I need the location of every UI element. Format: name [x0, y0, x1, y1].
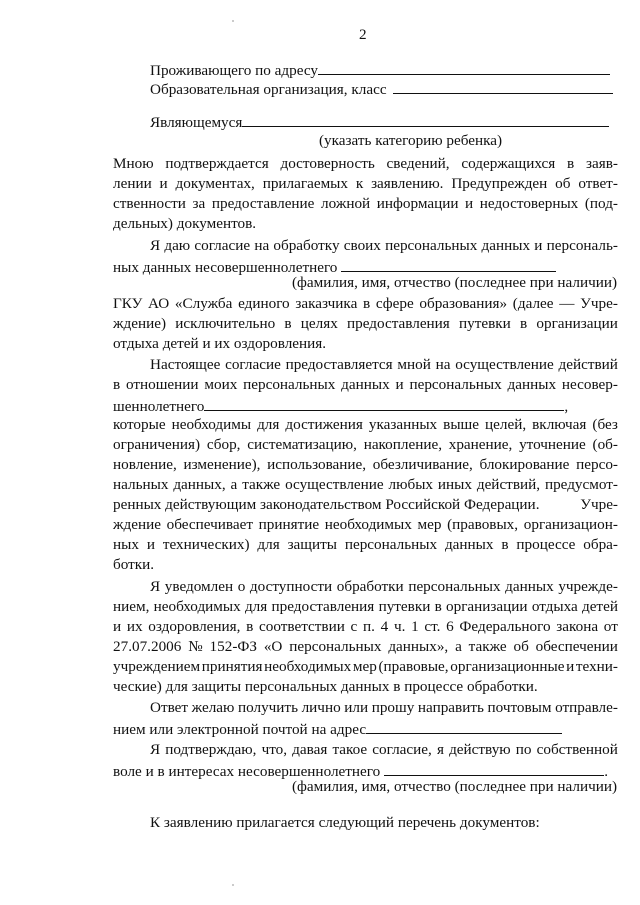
word: прошу: [371, 699, 415, 716]
word: в: [501, 536, 509, 553]
word: ответ-: [578, 175, 618, 192]
word: прилагаемых: [262, 175, 348, 192]
word: также: [242, 476, 281, 493]
word: детей: [581, 598, 618, 615]
word: Настоящее: [150, 356, 221, 373]
word: лично: [301, 699, 341, 716]
word: накопление,: [363, 436, 442, 453]
email-address-underline: [366, 720, 562, 734]
word: персональных: [409, 376, 502, 393]
word: организацион-: [523, 516, 618, 533]
word: Я: [150, 578, 161, 595]
word: ч.: [393, 618, 406, 635]
word: Я: [150, 741, 161, 758]
word: персональных: [289, 638, 382, 655]
word: согласие: [194, 237, 251, 254]
word: необходимы: [171, 416, 252, 433]
word: на: [254, 237, 270, 254]
word: данных: [507, 376, 557, 393]
word: целях: [300, 315, 338, 332]
word: а: [455, 638, 462, 655]
p4-line-1: [150, 579, 618, 594]
word: персо-: [576, 456, 618, 473]
p3-line-4: [113, 417, 618, 432]
word: в: [363, 295, 371, 312]
p2-line-1: [150, 238, 618, 253]
word: необходимых: [324, 516, 412, 533]
word: исключительно: [175, 315, 276, 332]
word: и: [534, 237, 543, 254]
word: отношении: [125, 376, 199, 393]
p6-line-2: воле и в интересах несовершеннолетнего .: [113, 763, 609, 780]
org-underline: [393, 80, 613, 94]
p1-line-3: [113, 196, 618, 211]
word: №: [188, 638, 203, 655]
word: такое: [332, 741, 368, 758]
word: ных: [113, 536, 139, 553]
p4-line-6: ческие) для защиты персональных данных в процессе обработки.: [113, 678, 538, 695]
word: и: [159, 175, 168, 192]
word: в: [434, 598, 442, 615]
word: включая: [532, 416, 587, 433]
word: ждение: [113, 516, 161, 533]
p3-line-5: [113, 437, 618, 452]
word: технических): [162, 536, 250, 553]
minor-name-underline-2: [204, 397, 564, 411]
word: данных: [341, 376, 390, 393]
fio-hint-2: (фамилия, имя, отчество (последнее при наличии): [292, 778, 618, 795]
word: мер: [417, 516, 442, 533]
p3-line-10: [113, 537, 618, 552]
category-field: [150, 113, 609, 130]
p3-line-7: [113, 477, 618, 492]
word: организации: [536, 315, 618, 332]
minor-name-underline: [341, 258, 556, 272]
word: систематизацию,: [247, 436, 357, 453]
p3-line-2: [113, 377, 618, 392]
word: предоставления: [347, 315, 450, 332]
p1-line-1: [113, 156, 618, 171]
word: содержащихся: [461, 155, 556, 172]
word: в: [284, 315, 292, 332]
word: обеспечивает: [166, 516, 253, 533]
word: и: [146, 536, 155, 553]
word: принятия: [201, 658, 263, 675]
word: об: [555, 175, 571, 192]
word: и: [113, 618, 122, 635]
word: о: [237, 578, 246, 595]
category-hint: (указать категорию ребенка): [319, 132, 503, 149]
word: ст.: [424, 618, 441, 635]
word: даю: [164, 237, 191, 254]
word: ственности: [113, 195, 186, 212]
word: защиты: [287, 536, 337, 553]
word: заяв-: [585, 155, 618, 172]
word: любых: [388, 476, 433, 493]
word: в: [567, 155, 575, 172]
word: данных: [505, 578, 554, 595]
word: Я: [150, 237, 161, 254]
minor-name-underline-3: [384, 762, 604, 776]
word: я: [436, 741, 444, 758]
word: выше: [443, 416, 479, 433]
word: обра-: [583, 536, 618, 553]
word: направить: [417, 699, 484, 716]
word: оздоровления,: [148, 618, 241, 635]
p4-line-4: [113, 639, 618, 654]
word: техни-: [575, 658, 618, 675]
word: осуществление: [285, 476, 384, 493]
word: предоставляется: [285, 356, 393, 373]
p4-line-3: [113, 619, 618, 634]
word: иных: [437, 476, 472, 493]
word: данных»,: [388, 638, 449, 655]
word: несовер-: [561, 376, 618, 393]
word: на: [435, 356, 451, 373]
minor-label-3: воле и в интересах несовершеннолетнего: [113, 763, 381, 780]
word: документах,: [175, 175, 255, 192]
word: давая: [292, 741, 328, 758]
word: необходимых: [153, 598, 241, 615]
word: от: [603, 618, 618, 635]
word: осуществление: [455, 356, 554, 373]
word: персональ-: [546, 237, 618, 254]
word: обеспечении: [535, 638, 618, 655]
word: мер: [352, 658, 377, 675]
word: закона: [556, 618, 599, 635]
word: использование,: [267, 456, 367, 473]
word: организационные: [450, 658, 565, 675]
word: путевки: [378, 598, 431, 615]
word: получить: [237, 699, 298, 716]
word: ждение): [113, 315, 167, 332]
word: подтверждаю,: [165, 741, 257, 758]
word: путевки: [459, 315, 511, 332]
word: в: [113, 376, 121, 393]
word: собственной: [536, 741, 618, 758]
p1-line-2: [113, 176, 618, 191]
word: их: [126, 618, 143, 635]
word: (далее: [512, 295, 554, 312]
word: сведений,: [386, 155, 450, 172]
word: 4: [380, 618, 389, 635]
word: указанных: [368, 416, 438, 433]
word: —: [559, 295, 575, 312]
word: персональных: [385, 237, 478, 254]
word: (правовых,: [447, 516, 519, 533]
word: учрежде-: [558, 578, 618, 595]
word: и: [465, 195, 474, 212]
word: нальных: [113, 476, 169, 493]
p3-line-6: [113, 457, 618, 472]
word: а: [230, 476, 238, 493]
word: отдыха: [531, 598, 578, 615]
word: новление,: [113, 456, 177, 473]
word: также: [468, 638, 507, 655]
word: «Служба: [174, 295, 233, 312]
word: 27.07.2006: [113, 638, 182, 655]
email-address-label: нием или электронной почтой на адрес: [113, 721, 367, 738]
word: действую: [449, 741, 511, 758]
minor-label-2: шеннолетнего: [113, 398, 205, 415]
word: (правовые,: [378, 658, 449, 675]
p5-line-1: [150, 700, 618, 715]
word: действий,: [476, 476, 541, 493]
word: образования»: [419, 295, 508, 312]
attachments-label: К заявлению прилагается следующий перечень документов:: [150, 814, 540, 831]
p3-line-9: [113, 517, 618, 532]
word: мной: [397, 356, 431, 373]
word: сбор,: [206, 436, 241, 453]
word: процессе: [516, 536, 576, 553]
category-label: Являющемуся: [150, 114, 243, 131]
word: соответствии: [259, 618, 345, 635]
word: данных,: [173, 476, 226, 493]
word: учреждением: [113, 658, 201, 675]
word: нием,: [113, 598, 150, 615]
p1-line-4: дельных) документов.: [113, 215, 257, 232]
word: персональных: [243, 376, 336, 393]
fio-hint: (фамилия, имя, отчество (последнее при наличии): [292, 274, 618, 291]
word: заявлению.: [371, 175, 444, 192]
word: ГКУ: [113, 295, 143, 312]
word: ограничения): [113, 436, 201, 453]
word: Ответ: [150, 699, 189, 716]
word: (без: [592, 416, 618, 433]
word: персональных: [408, 578, 501, 595]
address-underline: [318, 61, 610, 75]
word: единого: [238, 295, 290, 312]
word: и: [395, 376, 404, 393]
word: информации: [376, 195, 459, 212]
word: и: [566, 658, 575, 675]
word: Предупрежден: [451, 175, 548, 192]
word: Федерального: [459, 618, 551, 635]
minor-label: ных данных несовершеннолетнего: [113, 259, 338, 276]
word: хранение,: [448, 436, 513, 453]
word: сфере: [375, 295, 414, 312]
word: достижения: [285, 416, 363, 433]
word: отправле-: [555, 699, 618, 716]
word: согласие: [225, 356, 281, 373]
word: данных: [481, 237, 531, 254]
word: предоставление: [211, 195, 315, 212]
word: с: [350, 618, 358, 635]
word: моих: [204, 376, 238, 393]
p5-line-2: [113, 720, 562, 737]
address-field: [150, 61, 610, 78]
word: 152-ФЗ: [209, 638, 257, 655]
page-number: 2: [359, 26, 367, 43]
word: (об-: [592, 436, 618, 453]
p2-line-4: [113, 316, 618, 331]
word: для: [257, 536, 280, 553]
word: к: [355, 175, 364, 192]
word: желаю: [191, 699, 235, 716]
word: 1: [411, 618, 419, 635]
word: достоверность: [280, 155, 375, 172]
p3-line-1: [150, 357, 618, 372]
word: данных: [444, 536, 494, 553]
word: за: [192, 195, 206, 212]
word: целей,: [485, 416, 527, 433]
p3-line-11: ботки.: [113, 556, 155, 573]
word: доступности: [249, 578, 333, 595]
word: необходимых: [264, 658, 352, 675]
word: организации: [446, 598, 528, 615]
word: уведомлен: [164, 578, 234, 595]
word: для: [244, 598, 268, 615]
word: (под-: [584, 195, 618, 212]
word: подтверждается: [165, 155, 269, 172]
category-underline: [242, 113, 609, 127]
word: п.: [363, 618, 375, 635]
p3-line-3: шеннолетнего ,: [113, 398, 569, 415]
p4-line-2: [113, 599, 618, 614]
word: своих: [343, 237, 381, 254]
address-label: Проживающего по адресу: [150, 62, 318, 79]
word: «О: [263, 638, 283, 655]
word: недостоверных: [479, 195, 579, 212]
p4-line-5: [113, 659, 618, 674]
org-label: Образовательная организация, класс: [150, 81, 387, 98]
word: в: [520, 315, 528, 332]
p3-line-8: ренных действующим законодательством Российской Федерации. Учре-: [113, 496, 618, 513]
org-field: [150, 80, 613, 97]
scan-speck: [232, 884, 234, 886]
word: 6: [446, 618, 454, 635]
p2-line-2: [113, 258, 556, 275]
word: по: [515, 741, 532, 758]
word: блокирование: [479, 456, 570, 473]
word: согласие,: [372, 741, 432, 758]
p2-line-5: отдыха детей и их оздоровления.: [113, 335, 327, 352]
word: для: [257, 416, 280, 433]
word: лении: [113, 175, 152, 192]
word: изменение),: [183, 456, 261, 473]
word: Учре-: [580, 295, 618, 312]
word: предоставления: [271, 598, 375, 615]
word: или: [344, 699, 369, 716]
word: об: [513, 638, 529, 655]
word: обработки: [336, 578, 404, 595]
word: предусмот-: [544, 476, 618, 493]
word: заказчика: [295, 295, 358, 312]
word: в: [246, 618, 254, 635]
p2-line-3: [113, 296, 618, 311]
word: персональных: [344, 536, 438, 553]
scan-speck: [232, 20, 234, 22]
word: почтовым: [487, 699, 552, 716]
word: уточнение: [519, 436, 586, 453]
word: Мною: [113, 155, 154, 172]
word: ложной: [321, 195, 371, 212]
word: что,: [261, 741, 288, 758]
word: которые: [113, 416, 166, 433]
word: АО: [148, 295, 170, 312]
word: обезличивание,: [372, 456, 473, 473]
word: обработку: [273, 237, 340, 254]
word: действий: [558, 356, 618, 373]
p6-line-1: [150, 742, 618, 757]
word: принятие: [258, 516, 320, 533]
